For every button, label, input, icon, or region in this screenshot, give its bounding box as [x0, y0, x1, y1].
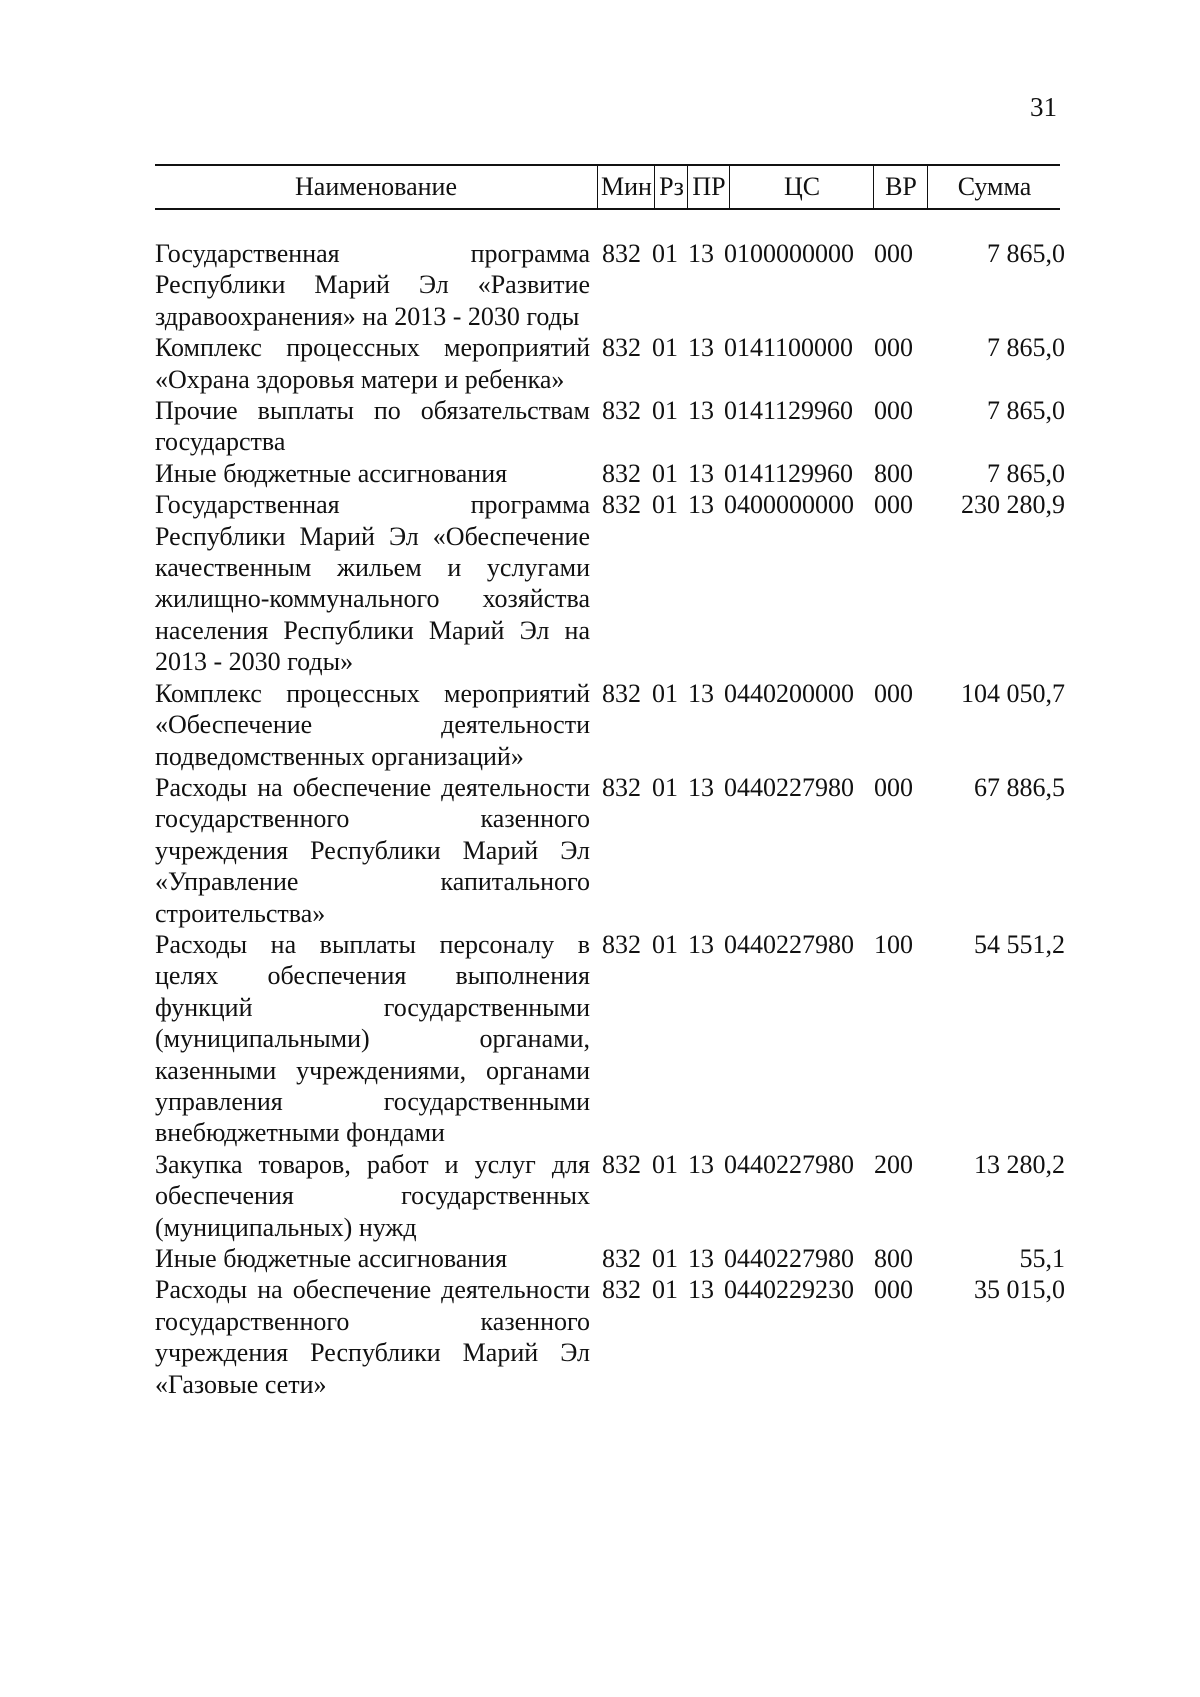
row-rz: 01 — [652, 1149, 678, 1179]
row-rz: 01 — [652, 490, 678, 520]
row-rz: 01 — [652, 1244, 678, 1273]
row-rz: 01 — [652, 1275, 678, 1305]
table-row — [155, 678, 1065, 772]
row-name: Иные бюджетные ассигнования — [155, 1244, 508, 1273]
row-pr: 13 — [688, 333, 714, 363]
header-cs: ЦС — [729, 166, 874, 208]
header-pr: ПР — [687, 166, 730, 208]
row-cs: 0141129960 — [724, 396, 854, 426]
row-sum: 54 551,2 — [974, 929, 1065, 959]
header-min: Мин — [597, 166, 655, 208]
row-vr: 000 — [874, 239, 913, 268]
row-cs: 0440227980 — [724, 1244, 854, 1273]
row-min: 832 — [602, 396, 641, 426]
row-rz: 01 — [652, 458, 678, 488]
row-name: Иные бюджетные ассигнования — [155, 458, 508, 488]
row-vr: 000 — [874, 772, 913, 802]
row-sum: 7 865,0 — [987, 458, 1065, 488]
row-name: Государственная программа Республики Марий Эл «Развитие здравоохранения» на 2013 - 2030 годы — [155, 239, 590, 331]
table-body — [155, 238, 1065, 1400]
row-cs: 0100000000 — [724, 239, 854, 268]
row-name: Прочие выплаты по обязательствам государства — [155, 396, 590, 457]
row-rz: 01 — [652, 396, 678, 426]
row-min: 832 — [602, 1149, 641, 1179]
table-row — [155, 395, 1065, 458]
row-vr: 800 — [874, 458, 913, 488]
row-min: 832 — [602, 458, 641, 488]
row-min: 832 — [602, 678, 641, 708]
row-rz: 01 — [652, 239, 678, 268]
row-sum: 7 865,0 — [987, 333, 1065, 363]
row-min: 832 — [602, 1244, 641, 1273]
row-rz: 01 — [652, 333, 678, 363]
row-rz: 01 — [652, 678, 678, 708]
row-name: Расходы на обеспечение деятельности государственного казенного учреждения Республики Марий Эл «Газовые сети» — [155, 1275, 590, 1399]
row-min: 832 — [602, 333, 641, 363]
table-row — [155, 1149, 1065, 1243]
row-pr: 13 — [688, 396, 714, 426]
row-sum: 13 280,2 — [974, 1149, 1065, 1179]
row-cs: 0141100000 — [724, 333, 854, 363]
row-name: Расходы на выплаты персоналу в целях обеспечения выполнения функций государственными (муниципальными) органами, казенными учреждениями, органами управления государственными внебюджетными фондами — [155, 929, 590, 1148]
row-sum: 55,1 — [1019, 1244, 1065, 1273]
row-sum: 104 050,7 — [961, 678, 1065, 708]
row-min: 832 — [602, 772, 641, 802]
row-sum: 67 886,5 — [974, 772, 1065, 802]
row-vr: 000 — [874, 396, 913, 426]
row-vr: 200 — [874, 1149, 913, 1179]
row-pr: 13 — [688, 239, 714, 268]
table-row — [155, 458, 1065, 489]
row-cs: 0440227980 — [724, 772, 854, 802]
row-name: Расходы на обеспечение деятельности государственного казенного учреждения Республики Марий Эл «Управление капитального строительства» — [155, 772, 590, 928]
row-pr: 13 — [688, 1275, 714, 1305]
row-min: 832 — [602, 1275, 641, 1305]
row-sum: 35 015,0 — [974, 1275, 1065, 1305]
row-min: 832 — [602, 239, 641, 268]
row-cs: 0440227980 — [724, 1149, 854, 1179]
header-rz: Рз — [654, 166, 688, 208]
row-pr: 13 — [688, 1244, 714, 1273]
row-pr: 13 — [688, 490, 714, 520]
row-sum: 230 280,9 — [961, 490, 1065, 520]
row-sum: 7 865,0 — [987, 396, 1065, 426]
table-row — [155, 489, 1065, 677]
row-sum: 7 865,0 — [987, 239, 1065, 268]
row-name: Закупка товаров, работ и услуг для обеспечения государственных (муниципальных) нужд — [155, 1149, 590, 1242]
row-min: 832 — [602, 929, 641, 959]
row-vr: 000 — [874, 1275, 913, 1305]
row-name: Комплекс процессных мероприятий «Обеспечение деятельности подведомственных организаций» — [155, 678, 590, 771]
row-pr: 13 — [688, 772, 714, 802]
row-cs: 0440200000 — [724, 678, 854, 708]
row-cs: 0141129960 — [724, 458, 854, 488]
row-pr: 13 — [688, 678, 714, 708]
row-cs: 0400000000 — [724, 490, 854, 520]
row-vr: 100 — [874, 929, 913, 959]
header-vr: ВР — [873, 166, 928, 208]
header-name: Наименование — [295, 172, 457, 201]
row-cs: 0440229230 — [724, 1275, 854, 1305]
row-cs: 0440227980 — [724, 929, 854, 959]
row-vr: 000 — [874, 490, 913, 520]
row-name: Государственная программа Республики Марий Эл «Обеспечение качественным жильем и услугами жилищно-коммунального хозяйства населения Республики Марий Эл на 2013 - 2030 годы» — [155, 490, 590, 677]
row-pr: 13 — [688, 929, 714, 959]
row-rz: 01 — [652, 929, 678, 959]
row-pr: 13 — [688, 458, 714, 488]
row-vr: 000 — [874, 678, 913, 708]
table-row — [155, 1274, 1065, 1400]
table-row — [155, 238, 1065, 332]
header-sum: Сумма — [927, 166, 1061, 208]
table-row — [155, 772, 1065, 929]
page-number: 31 — [1030, 92, 1057, 122]
row-rz: 01 — [652, 772, 678, 802]
table-row — [155, 1243, 1065, 1274]
table-row — [155, 332, 1065, 395]
table-header — [155, 164, 1060, 210]
row-name: Комплекс процессных мероприятий «Охрана здоровья матери и ребенка» — [155, 333, 590, 394]
row-min: 832 — [602, 490, 641, 520]
row-vr: 800 — [874, 1244, 913, 1273]
row-vr: 000 — [874, 333, 913, 363]
table-row — [155, 929, 1065, 1149]
row-pr: 13 — [688, 1149, 714, 1179]
